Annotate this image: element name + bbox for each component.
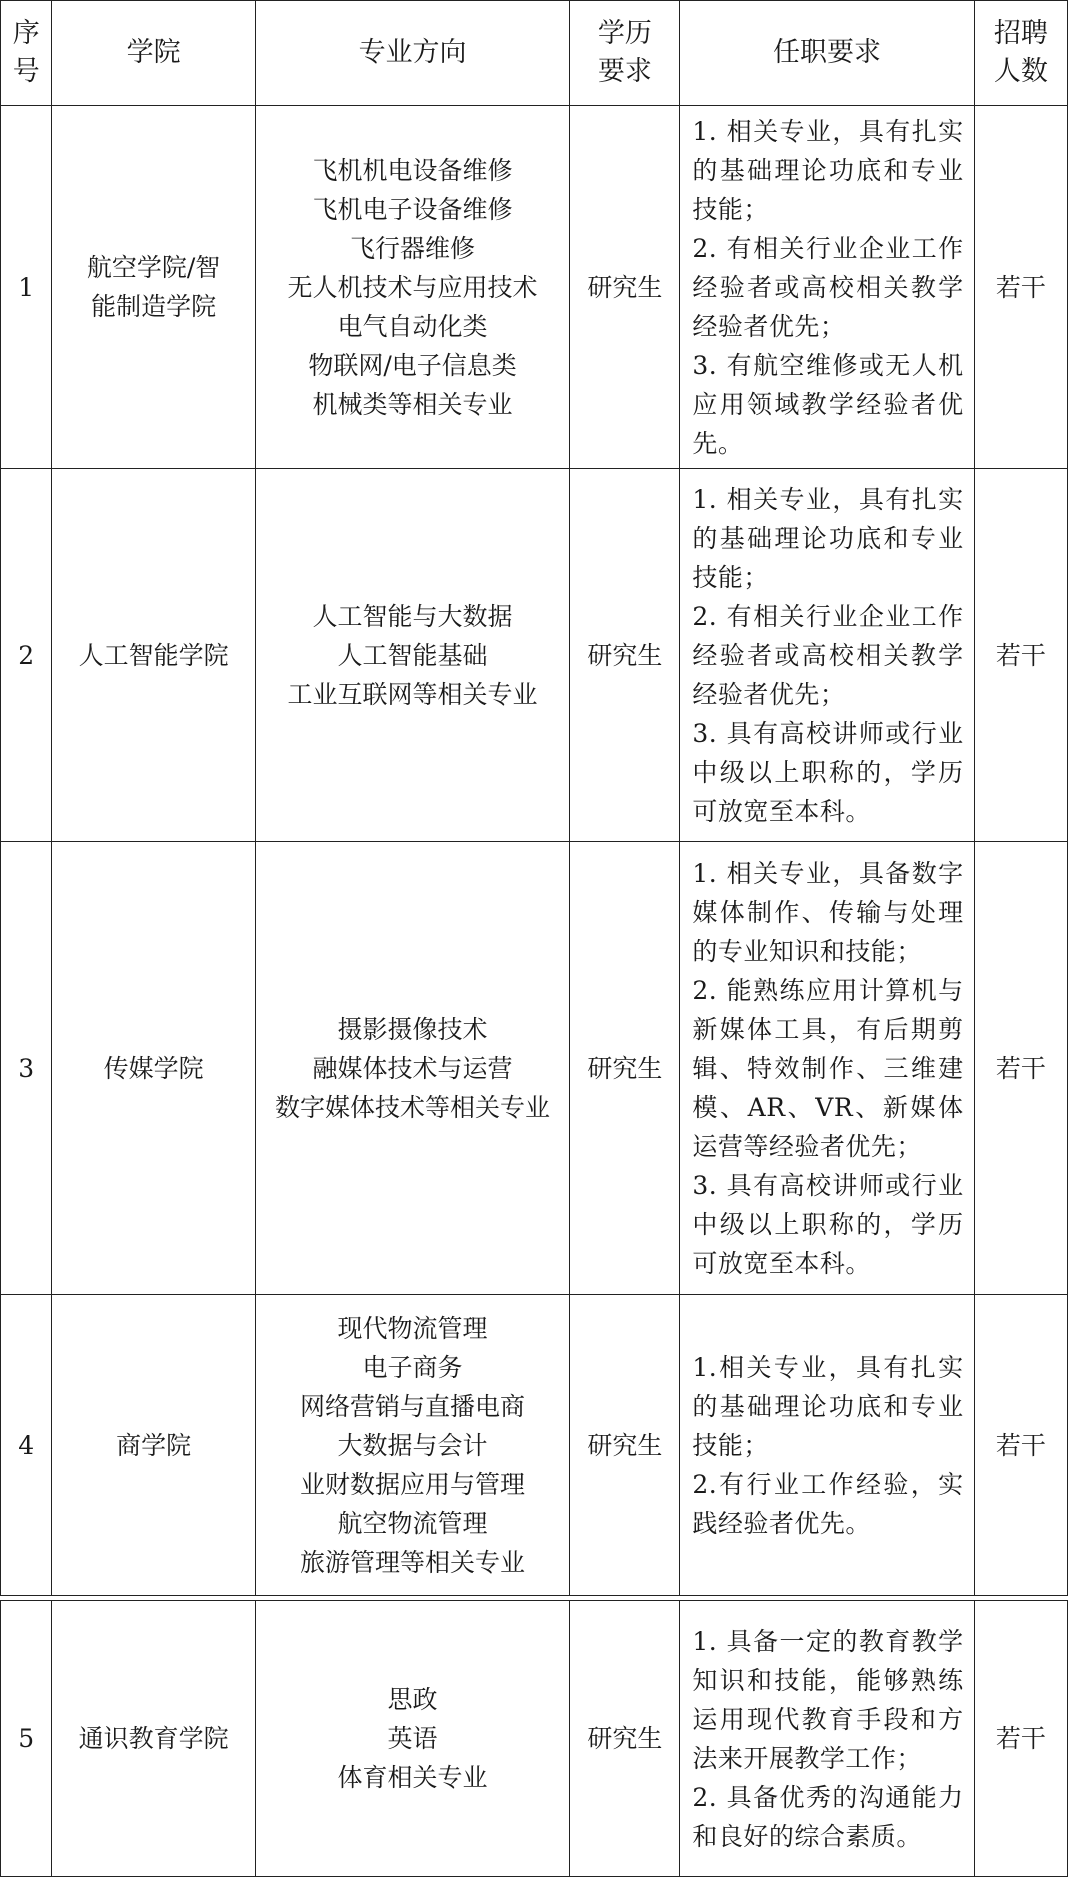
row-index: 1: [1, 106, 52, 469]
major-item: 航空物流管理: [337, 1508, 488, 1538]
row-college: 商学院: [52, 1295, 255, 1596]
major-item: 无人机技术与应用技术: [287, 272, 538, 302]
row-index: 4: [1, 1295, 52, 1596]
row-majors: [255, 842, 570, 1295]
major-item: 摄影摄像技术: [337, 1014, 488, 1044]
requirement-item: 3. 具有高校讲师或行业中级以上职称的，学历可放宽至本科。: [692, 718, 964, 826]
major-item: 电子商务: [362, 1352, 463, 1382]
requirement-item: 2.有行业工作经验，实践经验者优先。: [692, 1469, 964, 1538]
major-item: 飞机机电设备维修: [312, 155, 513, 185]
row-college: 航空学院/智能制造学院: [52, 106, 255, 469]
row-majors: [255, 469, 570, 842]
row-count: 若干: [974, 469, 1067, 842]
row-college: 传媒学院: [52, 842, 255, 1295]
requirement-item: 1.相关专业，具有扎实的基础理论功底和专业技能；: [692, 1352, 964, 1460]
header-count: 招聘人数: [974, 1, 1067, 106]
row-index: 2: [1, 469, 52, 842]
requirement-item: 2. 有相关行业企业工作经验者或高校相关教学经验者优先；: [692, 601, 964, 709]
major-item: 电气自动化类: [337, 311, 488, 341]
requirement-item: 2. 能熟练应用计算机与新媒体工具，有后期剪辑、特效制作、三维建模、AR、VR、新媒体运营等经验者优先；: [692, 975, 964, 1161]
header-index: 序号: [1, 1, 52, 106]
requirement-item: 1. 具备一定的教育教学知识和技能，能够熟练运用现代教育手段和方法来开展教学工作；: [692, 1626, 964, 1773]
major-item: 融媒体技术与运营: [312, 1053, 513, 1083]
header-requirements: 任职要求: [680, 1, 974, 106]
major-item: 数字媒体技术等相关专业: [275, 1092, 551, 1122]
major-item: 大数据与会计: [337, 1430, 488, 1460]
requirement-item: 1. 相关专业，具有扎实的基础理论功底和专业技能；: [692, 116, 964, 224]
row-index: 3: [1, 842, 52, 1295]
requirement-item: 1. 相关专业，具备数字媒体制作、传输与处理的专业知识和技能；: [692, 858, 964, 966]
major-item: 人工智能与大数据: [312, 601, 513, 631]
table-row: [1, 1295, 1068, 1596]
requirement-item: 2. 具备优秀的沟通能力和良好的综合素质。: [692, 1782, 964, 1851]
row-requirements: [680, 106, 974, 469]
major-item: 工业互联网等相关专业: [287, 679, 538, 709]
header-row: [1, 1, 1068, 106]
row-index: 5: [1, 1601, 52, 1877]
row-count: 若干: [974, 1295, 1067, 1596]
row-requirements: [680, 1601, 974, 1877]
row-count: 若干: [974, 1601, 1067, 1877]
row-requirements: [680, 469, 974, 842]
row-majors: [255, 1295, 570, 1596]
major-item: 业财数据应用与管理: [300, 1469, 526, 1499]
row-college: 人工智能学院: [52, 469, 255, 842]
row-education: 研究生: [570, 1601, 680, 1877]
requirement-item: 2. 有相关行业企业工作经验者或高校相关教学经验者优先；: [692, 233, 964, 341]
row-education: 研究生: [570, 842, 680, 1295]
major-item: 体育相关专业: [337, 1763, 488, 1792]
row-education: 研究生: [570, 106, 680, 469]
row-count: 若干: [974, 106, 1067, 469]
header-major: 专业方向: [255, 1, 570, 106]
row-college: 通识教育学院: [52, 1601, 255, 1877]
requirement-item: 3. 具有高校讲师或行业中级以上职称的，学历可放宽至本科。: [692, 1170, 964, 1278]
row-count: 若干: [974, 842, 1067, 1295]
major-item: 物联网/电子信息类: [308, 350, 517, 380]
row-education: 研究生: [570, 1295, 680, 1596]
row-requirements: [680, 1295, 974, 1596]
major-item: 现代物流管理: [337, 1313, 488, 1343]
major-item: 人工智能基础: [337, 640, 488, 670]
major-item: 飞行器维修: [350, 233, 476, 263]
row-majors: [255, 106, 570, 469]
major-item: 旅游管理等相关专业: [300, 1547, 526, 1577]
requirement-item: 1. 相关专业，具有扎实的基础理论功底和专业技能；: [692, 484, 964, 592]
major-item: 飞机电子设备维修: [312, 194, 513, 224]
table-row: [1, 1601, 1068, 1877]
table-row: [1, 106, 1068, 469]
header-education: 学历要求: [570, 1, 680, 106]
table-row: [1, 842, 1068, 1295]
row-education: 研究生: [570, 469, 680, 842]
row-requirements: [680, 842, 974, 1295]
major-item: 机械类等相关专业: [312, 389, 513, 419]
row-majors: [255, 1601, 570, 1877]
header-college: 学院: [52, 1, 255, 106]
major-item: 网络营销与直播电商: [300, 1391, 526, 1421]
major-item: 思政: [387, 1685, 438, 1714]
table-row: [1, 469, 1068, 842]
major-item: 英语: [387, 1724, 438, 1753]
requirement-item: 3. 有航空维修或无人机应用领域教学经验者优先。: [692, 350, 964, 458]
